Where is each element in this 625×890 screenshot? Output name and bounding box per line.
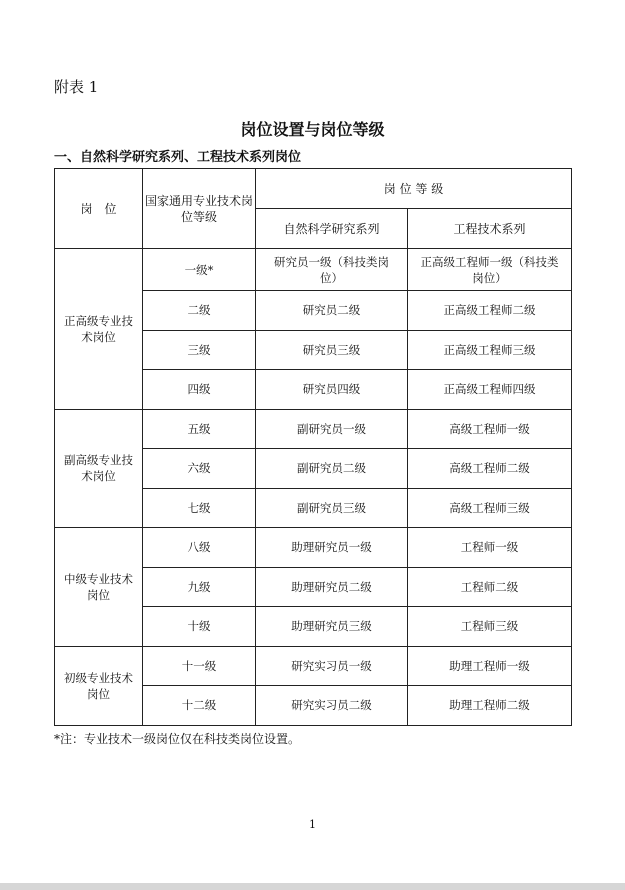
group-name-cell: 副高级专业技术岗位 bbox=[55, 409, 143, 528]
engineering-cell: 工程师三级 bbox=[408, 607, 572, 647]
science-cell: 研究员一级（科技类岗位） bbox=[256, 249, 408, 291]
header-national-grade: 国家通用专业技术岗位等级 bbox=[143, 169, 256, 249]
science-cell: 副研究员二级 bbox=[256, 449, 408, 489]
science-cell: 助理研究员二级 bbox=[256, 567, 408, 607]
viewer-bottom-edge bbox=[0, 883, 625, 890]
grade-cell: 一级* bbox=[143, 249, 256, 291]
section-heading: 一、自然科学研究系列、工程技术系列岗位 bbox=[54, 150, 302, 165]
science-cell: 助理研究员三级 bbox=[256, 607, 408, 647]
table-body bbox=[55, 249, 572, 726]
group-name-cell: 中级专业技术岗位 bbox=[55, 528, 143, 647]
grade-cell: 七级 bbox=[143, 488, 256, 528]
science-cell: 副研究员三级 bbox=[256, 488, 408, 528]
grade-cell: 五级 bbox=[143, 409, 256, 449]
position-grade-table bbox=[54, 168, 572, 726]
group-name-cell: 初级专业技术岗位 bbox=[55, 646, 143, 725]
engineering-cell: 助理工程师二级 bbox=[408, 686, 572, 726]
engineering-cell: 高级工程师二级 bbox=[408, 449, 572, 489]
engineering-cell: 工程师一级 bbox=[408, 528, 572, 568]
table-row bbox=[55, 528, 572, 568]
engineering-cell: 正高级工程师一级（科技类岗位） bbox=[408, 249, 572, 291]
document-title: 岗位设置与岗位等级 bbox=[240, 120, 385, 139]
grade-cell: 十级 bbox=[143, 607, 256, 647]
grade-cell: 四级 bbox=[143, 370, 256, 410]
science-cell: 研究员三级 bbox=[256, 330, 408, 370]
science-cell: 研究实习员二级 bbox=[256, 686, 408, 726]
group-name-cell: 正高级专业技术岗位 bbox=[55, 249, 143, 410]
header-position-grade: 岗 位 等 级 bbox=[256, 169, 572, 209]
grade-cell: 六级 bbox=[143, 449, 256, 489]
science-cell: 副研究员一级 bbox=[256, 409, 408, 449]
grade-cell: 二级 bbox=[143, 291, 256, 331]
grade-cell: 九级 bbox=[143, 567, 256, 607]
header-series-engineering: 工程技术系列 bbox=[408, 209, 572, 249]
table-row bbox=[55, 409, 572, 449]
science-cell: 研究实习员一级 bbox=[256, 646, 408, 686]
grade-cell: 八级 bbox=[143, 528, 256, 568]
footnote: *注：专业技术一级岗位仅在科技类岗位设置。 bbox=[54, 732, 301, 746]
header-position: 岗 位 bbox=[55, 169, 143, 249]
science-cell: 研究员二级 bbox=[256, 291, 408, 331]
science-cell: 助理研究员一级 bbox=[256, 528, 408, 568]
engineering-cell: 工程师二级 bbox=[408, 567, 572, 607]
engineering-cell: 正高级工程师二级 bbox=[408, 291, 572, 331]
table-row bbox=[55, 249, 572, 291]
table-row bbox=[55, 646, 572, 686]
engineering-cell: 助理工程师一级 bbox=[408, 646, 572, 686]
engineering-cell: 高级工程师一级 bbox=[408, 409, 572, 449]
science-cell: 研究员四级 bbox=[256, 370, 408, 410]
grade-cell: 十二级 bbox=[143, 686, 256, 726]
engineering-cell: 正高级工程师四级 bbox=[408, 370, 572, 410]
engineering-cell: 高级工程师三级 bbox=[408, 488, 572, 528]
grade-cell: 三级 bbox=[143, 330, 256, 370]
header-series-science: 自然科学研究系列 bbox=[256, 209, 408, 249]
page-number: 1 bbox=[309, 818, 316, 831]
appendix-label: 附表 1 bbox=[54, 78, 99, 96]
engineering-cell: 正高级工程师三级 bbox=[408, 330, 572, 370]
grade-cell: 十一级 bbox=[143, 646, 256, 686]
